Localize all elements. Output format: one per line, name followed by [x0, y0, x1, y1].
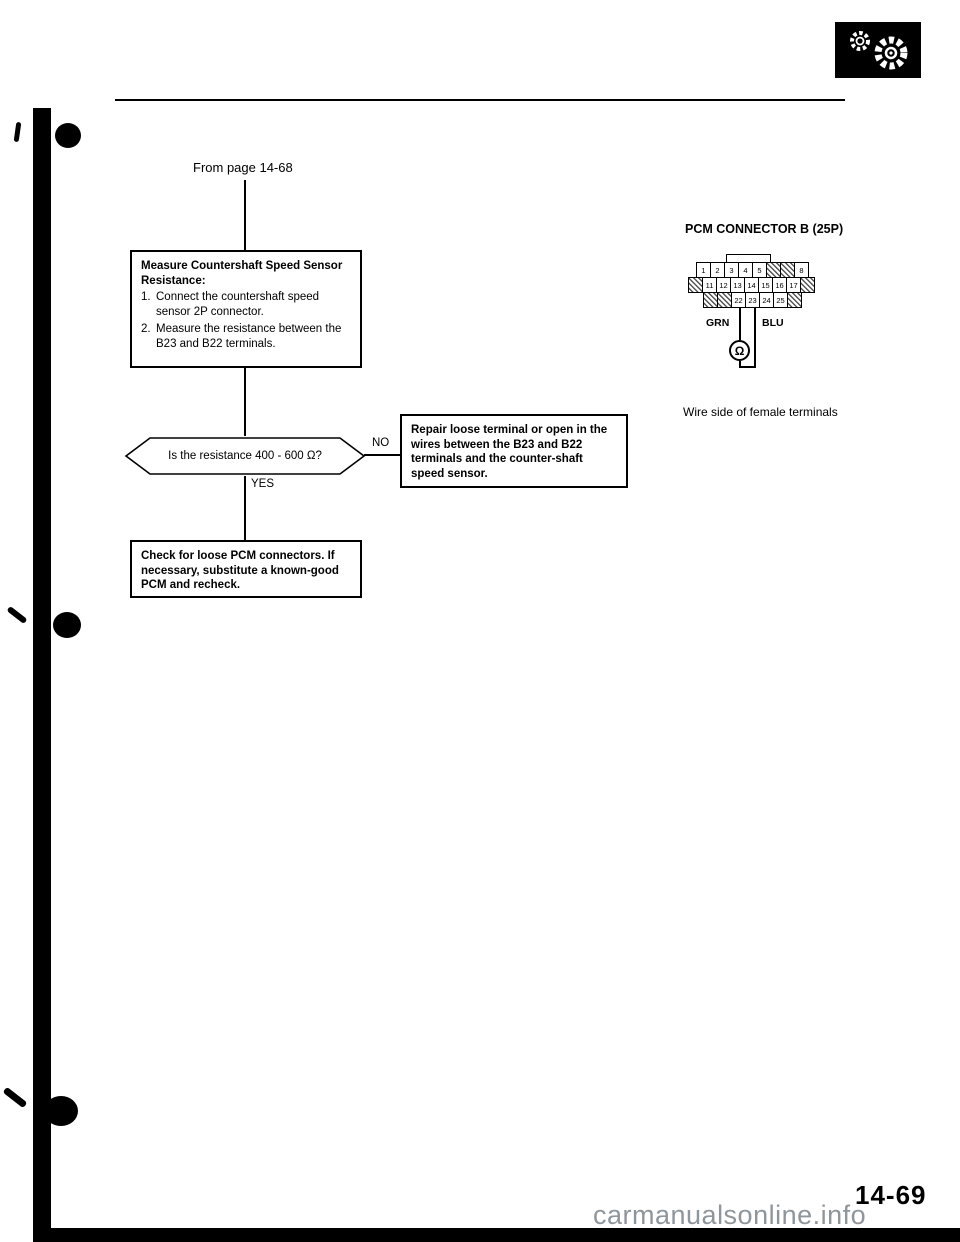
binder-ring-mark	[14, 122, 22, 143]
pin-cell: 16	[772, 277, 787, 293]
binder-hole	[53, 612, 81, 638]
flow-line-top	[244, 180, 246, 250]
ohmmeter-icon: Ω	[729, 340, 750, 361]
binder-ring-mark	[3, 1087, 28, 1109]
pin-cell: 15	[758, 277, 773, 293]
watermark-text: carmanualsonline.info	[593, 1200, 867, 1230]
measure-box-title: Measure Countershaft Speed Sensor Resistance:	[141, 260, 343, 287]
top-rule	[115, 99, 845, 101]
pin-cell: 12	[716, 277, 731, 293]
yes-branch-label: YES	[251, 478, 275, 490]
pcm-connector-diagram	[688, 262, 828, 392]
step-number: 1.	[141, 291, 151, 304]
step-text: Measure the resistance between the B23 and B22 terminals.	[156, 322, 342, 350]
pin-cell: 2	[710, 262, 725, 278]
pin-cell: 4	[738, 262, 753, 278]
pin-cell: 25	[773, 292, 788, 308]
blocked-pin-cell	[717, 292, 732, 308]
blocked-pin-cell	[688, 277, 703, 293]
grn-wire-line	[739, 308, 741, 340]
binder-edge-bar	[33, 108, 51, 1242]
blocked-pin-cell	[800, 277, 815, 293]
pin-cell: 23	[745, 292, 760, 308]
decision-text: Is the resistance 400 - 600 Ω?	[168, 450, 322, 462]
meter-wire-line	[739, 366, 756, 368]
blocked-pin-cell	[766, 262, 781, 278]
repair-action-box	[400, 414, 628, 488]
pin-cell: 22	[731, 292, 746, 308]
step-number: 2.	[141, 322, 151, 335]
connector-title: PCM CONNECTOR B (25P)	[685, 222, 844, 236]
blu-wire-line	[754, 308, 756, 367]
blu-wire-label: BLU	[762, 317, 784, 329]
flow-line-mid	[244, 368, 246, 436]
check-pcm-box	[130, 540, 362, 598]
gear-icon-svg	[835, 22, 921, 78]
decision-hexagon	[124, 436, 366, 476]
flow-line-yes	[244, 476, 246, 540]
connector-row-2	[688, 277, 814, 293]
check-pcm-text: Check for loose PCM connectors. If necessary, substitute a known-good PCM and recheck.	[141, 550, 339, 592]
pin-cell: 13	[730, 277, 745, 293]
pin-cell: 8	[794, 262, 809, 278]
from-page-reference: From page 14-68	[193, 160, 293, 175]
pin-cell: 11	[702, 277, 717, 293]
page-number: 14-69	[855, 1180, 927, 1210]
connector-row-1	[696, 262, 808, 278]
gear-icon	[835, 22, 921, 78]
binder-hole	[44, 1096, 78, 1126]
pin-cell: 14	[744, 277, 759, 293]
blocked-pin-cell	[703, 292, 718, 308]
step-text: Connect the countershaft speed sensor 2P connector.	[156, 291, 320, 319]
blocked-pin-cell	[787, 292, 802, 308]
pin-cell: 5	[752, 262, 767, 278]
repair-action-text: Repair loose terminal or open in the wires between the B23 and B22 terminals and the counter-shaft speed sensor.	[411, 424, 608, 481]
blocked-pin-cell	[780, 262, 795, 278]
connector-row-3	[703, 292, 801, 308]
measure-resistance-box	[130, 250, 362, 368]
no-branch-label: NO	[372, 437, 390, 449]
pin-cell: 24	[759, 292, 774, 308]
flow-line-no	[364, 454, 400, 456]
pin-cell: 3	[724, 262, 739, 278]
measure-step-1	[141, 290, 351, 319]
pin-cell: 17	[786, 277, 801, 293]
pin-cell: 1	[696, 262, 711, 278]
binder-ring-mark	[6, 606, 27, 624]
connector-caption: Wire side of female terminals	[683, 405, 838, 419]
binder-hole	[55, 123, 81, 148]
grn-wire-label: GRN	[706, 317, 730, 329]
measure-step-2	[141, 322, 351, 351]
